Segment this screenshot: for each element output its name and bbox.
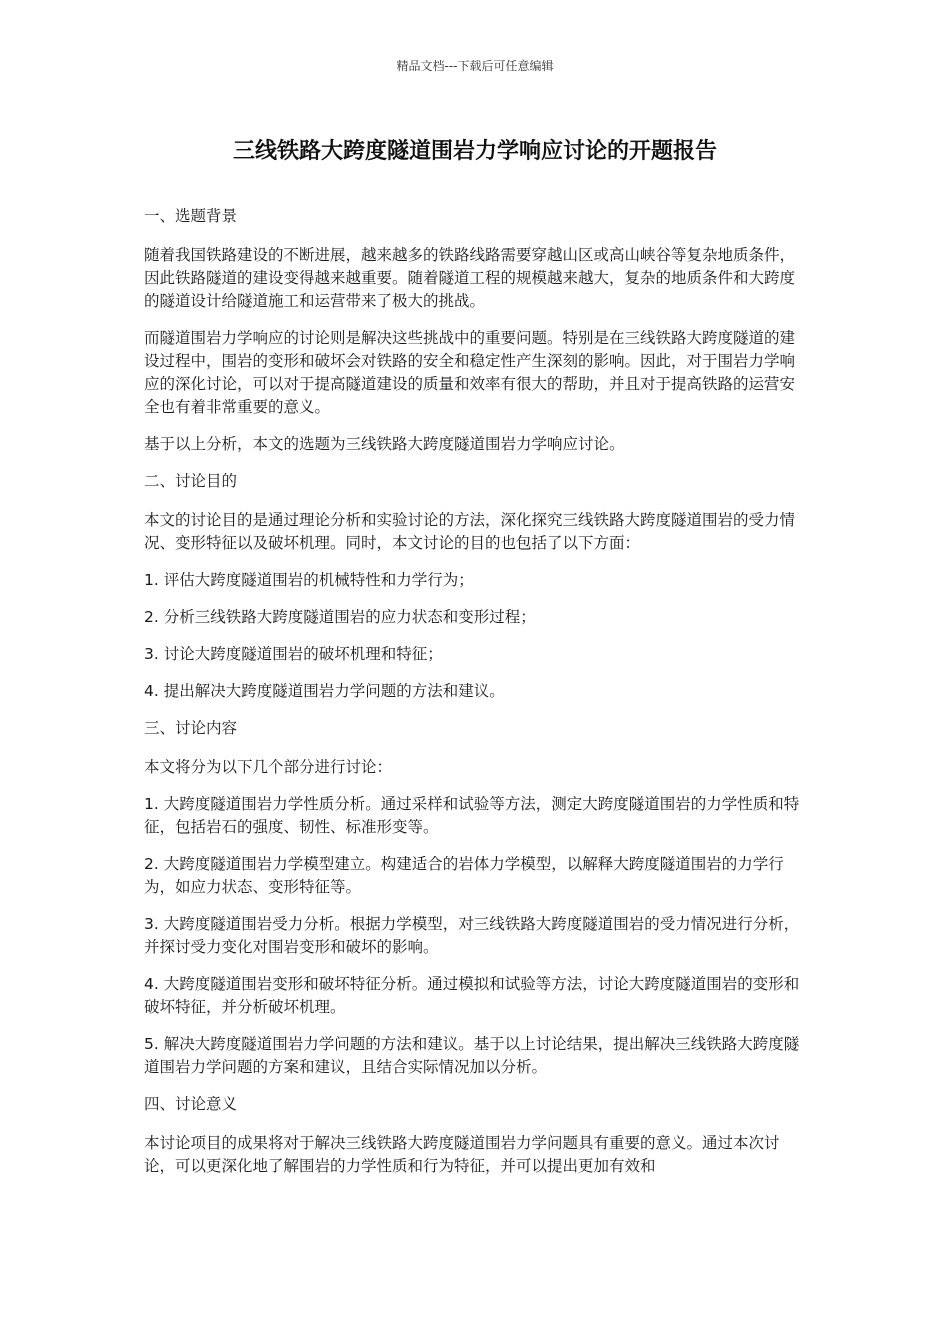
paragraph: 随着我国铁路建设的不断进展，越来越多的铁路线路需要穿越山区或高山峡谷等复杂地质条件，因此铁路隧道的建设变得越来越重要。随着隧道工程的规模越来越大，复杂的地质条件和大跨度的隧道设计给隧道施工和运营带来了极大的挑战。	[144, 246, 796, 310]
paragraph: 而隧道围岩力学响应的讨论则是解决这些挑战中的重要问题。特别是在三线铁路大跨度隧道的建设过程中，围岩的变形和破坏会对铁路的安全和稳定性产生深刻的影响。因此，对于围岩力学响应的深化讨论，可以对于提高隧道建设的质量和效率有很大的帮助，并且对于提高铁路的运营安全也有着非常重要的意义。	[144, 329, 796, 416]
paragraph: 本讨论项目的成果将对于解决三线铁路大跨度隧道围岩力学问题具有重要的意义。通过本次讨论，可以更深化地了解围岩的力学性质和行为特征，并可以提出更加有效和	[144, 1134, 780, 1175]
list-item: 1. 大跨度隧道围岩力学性质分析。通过采样和试验等方法，测定大跨度隧道围岩的力学性质和特征，包括岩石的强度、韧性、标准形变等。	[144, 795, 800, 836]
list-item: 4. 大跨度隧道围岩变形和破坏特征分析。通过模拟和试验等方法，讨论大跨度隧道围岩的变形和破坏特征，并分析破坏机理。	[144, 975, 800, 1016]
list-item: 4. 提出解决大跨度隧道围岩力学问题的方法和建议。	[144, 682, 505, 700]
document-title: 三线铁路大跨度隧道围岩力学响应讨论的开题报告	[232, 139, 717, 164]
list-item: 2. 大跨度隧道围岩力学模型建立。构建适合的岩体力学模型，以解释大跨度隧道围岩的力学行为，如应力状态、变形特征等。	[144, 855, 784, 896]
paragraph: 本文的讨论目的是通过理论分析和实验讨论的方法，深化探究三线铁路大跨度隧道围岩的受力情况、变形特征以及破坏机理。同时，本文讨论的目的也包括了以下方面：	[144, 511, 796, 552]
list-item: 1. 评估大跨度隧道围岩的机械特性和力学行为；	[144, 571, 474, 589]
document-body	[144, 205, 804, 1192]
list-item: 3. 讨论大跨度隧道围岩的破坏机理和特征；	[144, 645, 443, 663]
paragraph: 基于以上分析，本文的选题为三线铁路大跨度隧道围岩力学响应讨论。	[144, 435, 625, 453]
list-item: 5. 解决大跨度隧道围岩力学问题的方法和建议。基于以上讨论结果，提出解决三线铁路大跨度隧道围岩力学问题的方案和建议，且结合实际情况加以分析。	[144, 1035, 800, 1076]
list-item: 3. 大跨度隧道围岩受力分析。根据力学模型，对三线铁路大跨度隧道围岩的受力情况进行分析，并探讨受力变化对围岩变形和破坏的影响。	[144, 915, 800, 956]
page-header-watermark: 精品文档---下载后可任意编辑	[396, 59, 554, 73]
section-heading-content: 三、讨论内容	[144, 719, 238, 737]
section-heading-purpose: 二、讨论目的	[144, 472, 238, 490]
section-heading-background: 一、选题背景	[144, 207, 238, 225]
list-item: 2. 分析三线铁路大跨度隧道围岩的应力状态和变形过程；	[144, 608, 536, 626]
section-heading-significance: 四、讨论意义	[144, 1095, 238, 1113]
paragraph: 本文将分为以下几个部分进行讨论：	[144, 758, 393, 776]
